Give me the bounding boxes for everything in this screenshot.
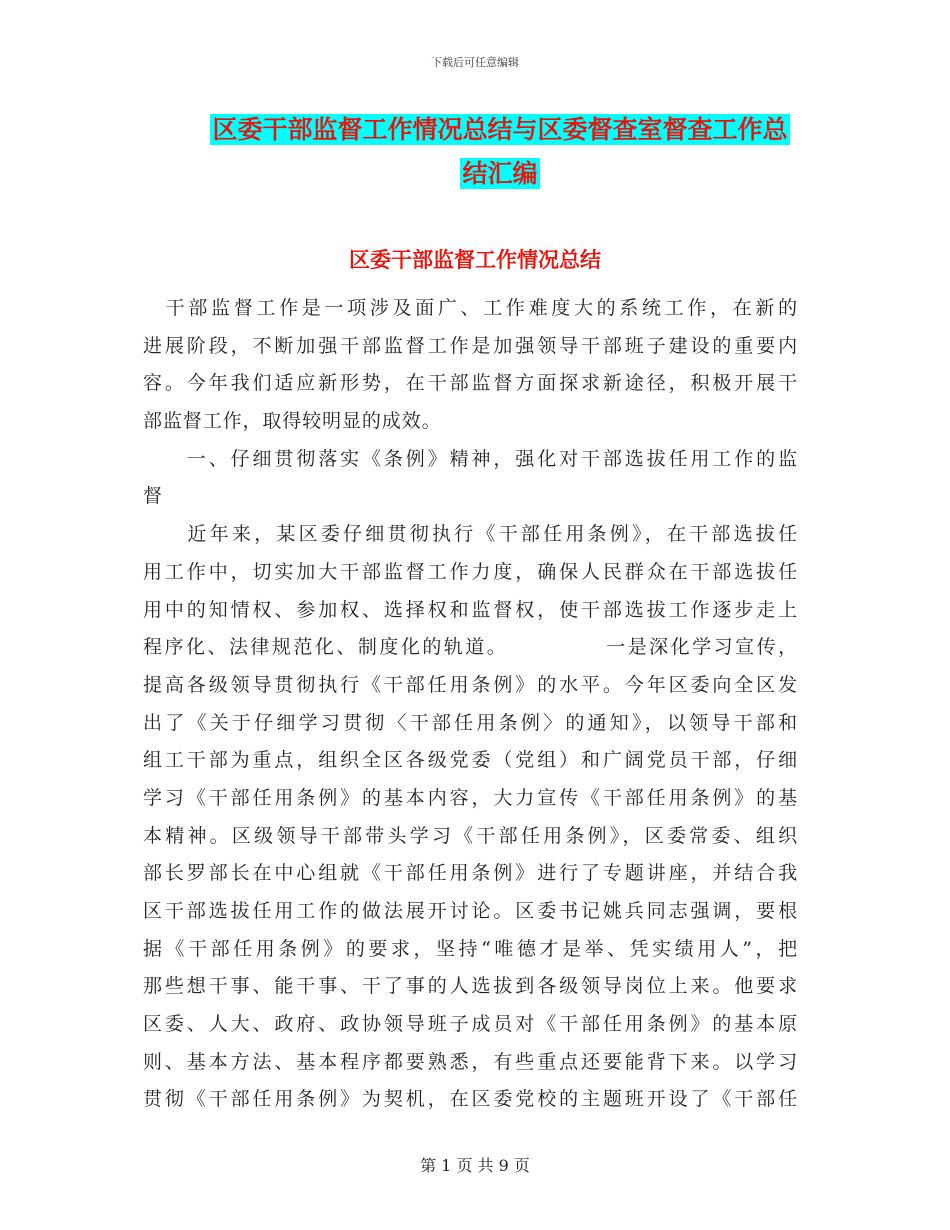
header-note: 下载后可任意编辑 (431, 56, 519, 69)
document-title-text-2: 结汇编 (462, 159, 538, 188)
body-line: 干部监督工作是一项涉及面广、工作难度大的系统工作，在新的 (143, 297, 798, 319)
body-line: 本精神。区级领导干部带头学习《干部任用条例》，区委常委、组织 (143, 824, 798, 847)
body-line: 近年来，某区委仔细贯彻执行《干部任用条例》，在干部选拔任 (143, 523, 798, 546)
document-title-line-2 (180, 152, 820, 196)
body-line: 部长罗部长在中心组就《干部任用条例》进行了专题讲座，并结合我 (143, 862, 798, 885)
body-line: 组工干部为重点，组织全区各级党委（党组）和广阔党员干部，仔细 (143, 749, 798, 772)
body-line: 出了《关于仔细学习贯彻〈干部任用条例〉的通知》，以领导干部和 (143, 711, 798, 734)
document-title-text-1: 区委干部监督工作情况总结与区委督查室督查工作总 (212, 115, 788, 144)
body-text (143, 290, 798, 1119)
body-line: 贯彻《干部任用条例》为契机，在区委党校的主题班开设了《干部任 (143, 1088, 798, 1111)
body-line: 督 (143, 485, 163, 508)
document-title-line-1 (180, 108, 820, 152)
page-footer: 第 1 页 共 9 页 (420, 1156, 530, 1175)
body-line: 学习《干部任用条例》的基本内容，大力宣传《干部任用条例》的基 (143, 786, 798, 809)
body-line: 提高各级领导贯彻执行《干部任用条例》的水平。今年区委向全区发 (143, 673, 798, 696)
body-line: 则、基本方法、基本程序都要熟悉，有些重点还要能背下来。以学习 (143, 1050, 798, 1073)
body-line: 用工作中，切实加大干部监督工作力度，确保人民群众在干部选拔任 (143, 560, 798, 583)
section-title: 区委干部监督工作情况总结 (349, 248, 601, 272)
body-line: 区委、人大、政府、政协领导班子成员对《干部任用条例》的基本原 (143, 1013, 798, 1036)
body-line: 部监督工作，取得较明显的成效。 (143, 410, 442, 433)
body-line: 程序化、法律规范化、制度化的轨道。 一是深化学习宣传， (143, 636, 798, 659)
body-line: 据《干部任用条例》的要求，坚持“唯德才是举、凭实绩用人”，把 (143, 937, 798, 960)
body-line: 区干部选拔任用工作的做法展开讨论。区委书记姚兵同志强调，要根 (143, 900, 798, 922)
body-line: 容。今年我们适应新形势，在干部监督方面探求新途径，积极开展干 (143, 372, 798, 395)
body-line: 用中的知情权、参加权、选择权和监督权，使干部选拔工作逐步走上 (143, 598, 798, 621)
body-line: 进展阶段，不断加强干部监督工作是加强领导干部班子建设的重要内 (143, 334, 798, 357)
body-line: 那些想干事、能干事、干了事的人选拔到各级领导岗位上来。他要求 (143, 975, 798, 998)
body-line: 一、仔细贯彻落实《条例》精神，强化对干部选拔任用工作的监 (143, 447, 798, 470)
